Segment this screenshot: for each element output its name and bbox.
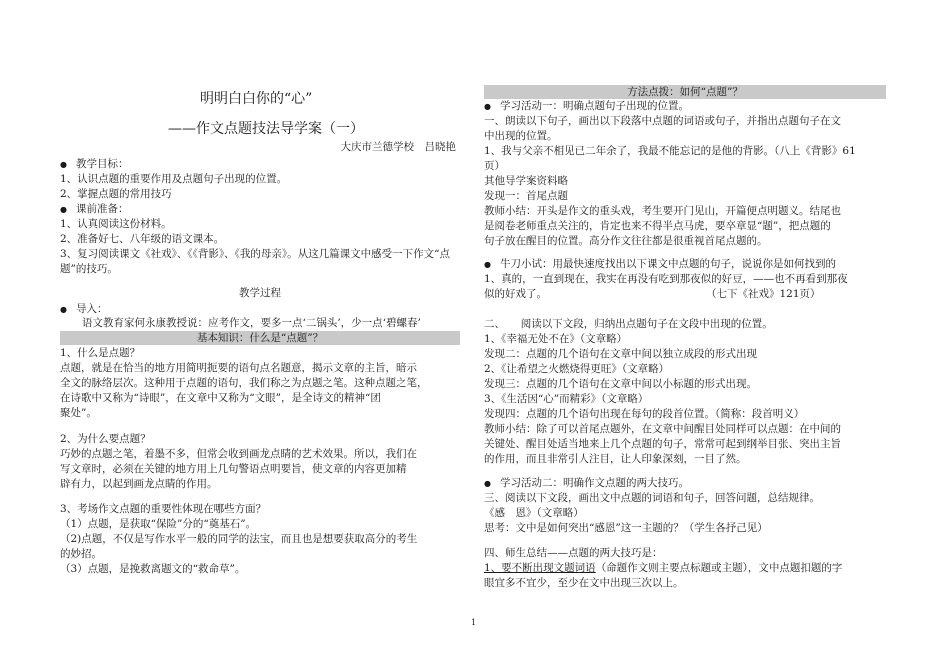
body-line: 页）	[484, 160, 505, 172]
source-note: （七下《社戏》121页）	[706, 288, 821, 300]
practice-heading: ● 牛刀小试：用最快速度找出以下课文中点题的句子，说说你是如何找到的	[484, 257, 836, 273]
answer-2-line: 巧妙的点题之笔，着墨不多，但常会收到画龙点睛的艺术效果。所以，我们在	[60, 448, 417, 460]
body-line: 句子放在醒目的位置。高分作文往往都是很重视首尾点题的。	[484, 235, 768, 247]
finding-1: 发现一：首尾点题	[484, 190, 568, 202]
body-line: 教师小结：开头是作文的重头戏，考生要开门见山，开篇便点明题义。结尾也	[484, 205, 841, 217]
body-line: 1、《幸福无处不在》（文章略）	[484, 333, 628, 345]
answer-1-line: 聚处”。	[60, 407, 97, 419]
method-band: 方法点拨：如何“点题”？	[484, 85, 886, 99]
body-line: 关键处、醒目处适当地来上几个点题的句子，常常可起到纲举目张、突出主旨	[484, 438, 841, 450]
body-line: 中出现的位置。	[484, 130, 558, 142]
prep-item: 1、认真阅读这份材料。	[60, 218, 172, 230]
technique-underlined: 1、要不断出现文题词语	[484, 562, 596, 574]
body-line: 思考：文中是如何突出“感恩”这一主题的？（学生各抒己见）	[484, 522, 768, 534]
author-line: 大庆市兰德学校 吕晓艳	[340, 141, 456, 153]
finding-4: 发现四：点题的几个语句出现在每句的段首位置。（简称：段首明义）	[484, 408, 805, 420]
intro-heading: ● 导入：	[60, 302, 108, 318]
prep-heading: ● 课前准备：	[60, 202, 129, 218]
section-3-heading: 三、阅读以下文段，画出文中点题的词语和句子，回答问题，总结规律。	[484, 492, 820, 504]
answer-3-line: （3）点题，是挽救离题文的“救命草”。	[60, 563, 246, 575]
goals-heading: ● 教学目标：	[60, 157, 129, 173]
body-line: 是阅卷老师重点关注的，肯定也来不得半点马虎，要卒章显“题”，把点题的	[484, 220, 831, 232]
doc-subtitle: ——作文点题技法导学案（一）	[168, 121, 364, 137]
finding-2: 发现二：点题的几个语句在文章中间以独立成段的形式出现	[484, 348, 757, 360]
prep-item: 3、复习阅读课文《社戏》、《《背影》、《我的母亲》。从这几篇课文中感受一下作文“点	[60, 248, 451, 260]
body-line: 《感 恩》（文章略）	[484, 507, 584, 519]
goal-item: 2、掌握点题的常用技巧	[60, 188, 172, 200]
body-line: 3、《生活因“心”而精彩》（文章略）	[484, 393, 649, 405]
section-2-heading: 二、 阅读以下文段，归纳出点题句子在文段中出现的位置。	[484, 318, 773, 330]
answer-3-line: 的妙招。	[60, 548, 102, 560]
answer-1-line: 在诗歌中又称为“诗眼”，在文章中又称为“文眼”，是全诗文的精神“团	[60, 392, 381, 404]
goal-item: 1、认识点题的重要作用及点题句子出现的位置。	[60, 173, 288, 185]
body-line: 2、《让希望之火燃烧得更旺》（文章略）	[484, 363, 670, 375]
body-line: 其他导学案资料略	[484, 175, 568, 187]
answer-3-line: （2)点题，不仅是写作水平一般的同学的法宝，而且也是想要获取高分的考生	[60, 533, 418, 545]
body-line: 似的好戏了。	[484, 288, 547, 300]
question-3: 3、考场作文点题的重要性体现在哪些方面？	[60, 503, 267, 515]
body-line: 1、真的，一直到现在，我实在再没有吃到那夜似的好豆，——也不再看到那夜	[484, 273, 848, 285]
answer-2-line: 辟有力，以起到画龙点睛的作用。	[60, 478, 218, 490]
answer-1-line: 全文的脉络层次。这种用于点题的语句，我们称之为点题之笔。这种点题之笔，	[60, 377, 428, 389]
body-line: 教师小结：除了可以首尾点题外，在文章中间醒目处同样可以点题：在中间的	[484, 423, 841, 435]
body-line: 的作用，而且非常引人注目，让人印象深刻，一目了然。	[484, 453, 747, 465]
activity-2-heading: ● 学习活动二：明确作文点题的两大技巧。	[484, 476, 689, 492]
intro-text: 语文教育家何永康教授说：应考作文，要多一点‘二锅头’，少一点‘碧螺春’	[82, 317, 421, 329]
question-1: 1、什么是点题？	[60, 347, 141, 359]
basic-knowledge-band: 基本知识：什么是“点题”？	[60, 331, 460, 345]
answer-2-line: 写文章时，必须在关键的地方用上几句警语点明要旨，使文章的内容更加精	[60, 463, 407, 475]
technique-rest: （命题作文则主要点标题或主题），文中点题扣题的字	[595, 562, 843, 574]
activity-1-heading: ● 学习活动一：明确点题句子出现的位置。	[484, 99, 689, 115]
technique-line	[484, 561, 842, 577]
question-2: 2、为什么要点题？	[60, 433, 151, 445]
page-number: 1	[471, 618, 477, 627]
body-line: 眼宜多不宜少，至少在文中出现三次以上。	[484, 577, 684, 589]
answer-1-line: 点题，就是在恰当的地方用简明扼要的语句点名题意，揭示文章的主旨，暗示	[60, 362, 417, 374]
answer-3-line: （1）点题，是获取“保险”分的“奠基石”。	[60, 518, 257, 530]
finding-3: 发现三：点题的几个语句在文章中间以小标题的形式出现。	[484, 378, 757, 390]
doc-title: 明明白白你的“心”	[200, 91, 313, 107]
prep-item: 2、准备好七、八年级的语文课本。	[60, 233, 225, 245]
body-line: 1、我与父亲不相见已二年余了，我最不能忘记的是他的背影。（八上《背影》61	[484, 145, 856, 157]
body-line: 一、朗读以下句子，画出以下段落中点题的词语或句子，并指出点题句子在文	[484, 115, 841, 127]
process-heading: 教学过程	[239, 287, 281, 299]
section-4-heading: 四、师生总结——点题的两大技巧是：	[484, 547, 663, 559]
prep-item: 题”的技巧。	[60, 263, 118, 275]
